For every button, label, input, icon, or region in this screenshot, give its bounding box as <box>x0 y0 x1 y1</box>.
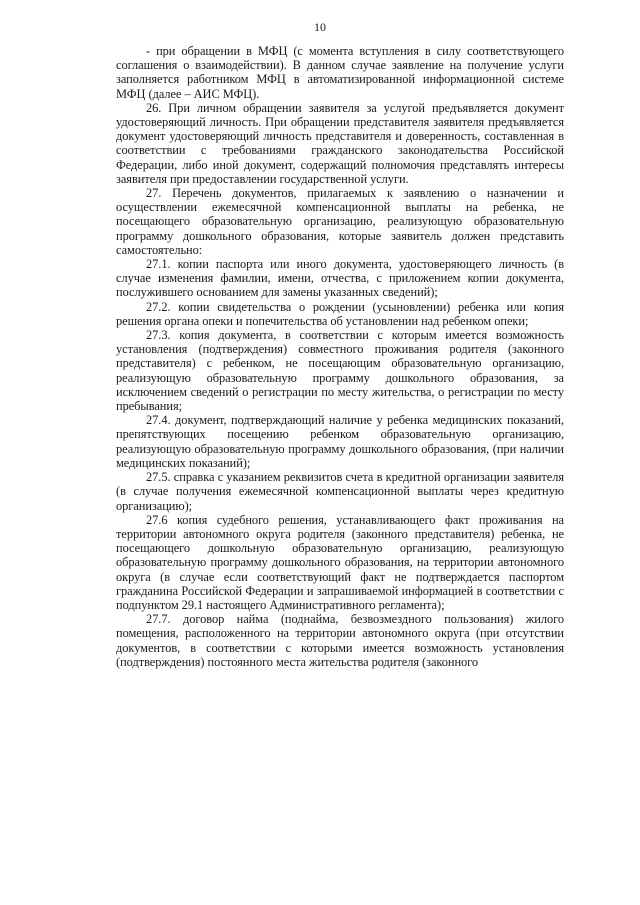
page-number: 10 <box>314 20 326 34</box>
paragraph-27-6: 27.6 копия судебного решения, устанавливающего факт проживания на территории автономного округа родителя (законного представителя) ребенка, не посещающего дошкольную образовательную организацию, реализующую образовательную программу дошкольного образования, на территории автономного округа (в случае если соответствующий факт не подтверждается паспортом гражданина Российской Федерации и запрашиваемой информацией в соответствии с подпунктом 29.1 настоящего Административного регламента); <box>116 512 564 612</box>
paragraph-27-3: 27.3. копия документа, в соответствии с которым имеется возможность установления (подтверждения) совместного проживания родителя (законного представителя) с ребенком, не посещающим образовательную организацию, реализующую образовательную программу дошкольного образования, за исключением сведений о регистрации по месту жительства, о регистрации по месту пребывания; <box>116 328 564 414</box>
paragraph-26: 26. При личном обращении заявителя за услугой предъявляется документ удостоверяющий личность. При обращении представителя заявителя предъявляется документ удостоверяющий личность представителя и доверенность, составленная в соответствии с требованиями гражданского законодательства Российской Федерации, либо иной документ, содержащий полномочия представлять интересы заявителя при предоставлении государственной услуги. <box>116 100 564 186</box>
paragraph-27-7: 27.7. договор найма (поднайма, безвозмездного пользования) жилого помещения, расположенного на территории автономного округа (при отсутствии документов, в соответствии с которыми имеется возможность установления (подтверждения) постоянного места жительства родителя (законного <box>116 612 564 669</box>
paragraph-27-2: 27.2. копии свидетельства о рождении (усыновлении) ребенка или копия решения органа опеки и попечительства об установлении над ребенком опеки; <box>116 299 564 328</box>
paragraph-27: 27. Перечень документов, прилагаемых к заявлению о назначении и осуществлении ежемесячной компенсационной выплаты на ребенка, не посещающего образовательную организацию, реализующую образовательную программу дошкольного образования, которые заявитель должен представить самостоятельно: <box>116 186 564 257</box>
paragraph-27-1: 27.1. копии паспорта или иного документа, удостоверяющего личность (в случае изменения фамилии, имени, отчества, с приложением копии документа, послужившего основанием для замены указанных сведений); <box>116 257 564 300</box>
paragraph-27-4: 27.4. документ, подтверждающий наличие у ребенка медицинских показаний, препятствующих посещению ребенком образовательную организацию, реализующую образовательную программу дошкольного образования, (при наличии медицинских показаний); <box>116 413 564 470</box>
paragraph-27-5: 27.5. справка с указанием реквизитов счета в кредитной организации заявителя (в случае получения ежемесячной компенсационной выплаты через кредитную организацию); <box>116 470 564 513</box>
paragraph-intro-mfc: - при обращении в МФЦ (с момента вступления в силу соответствующего соглашения о взаимодействии). В данном случае заявление на получение услуги заполняется работником МФЦ в автоматизированной информационной системе МФЦ (далее – АИС МФЦ). <box>116 44 564 101</box>
document-body <box>116 44 564 669</box>
